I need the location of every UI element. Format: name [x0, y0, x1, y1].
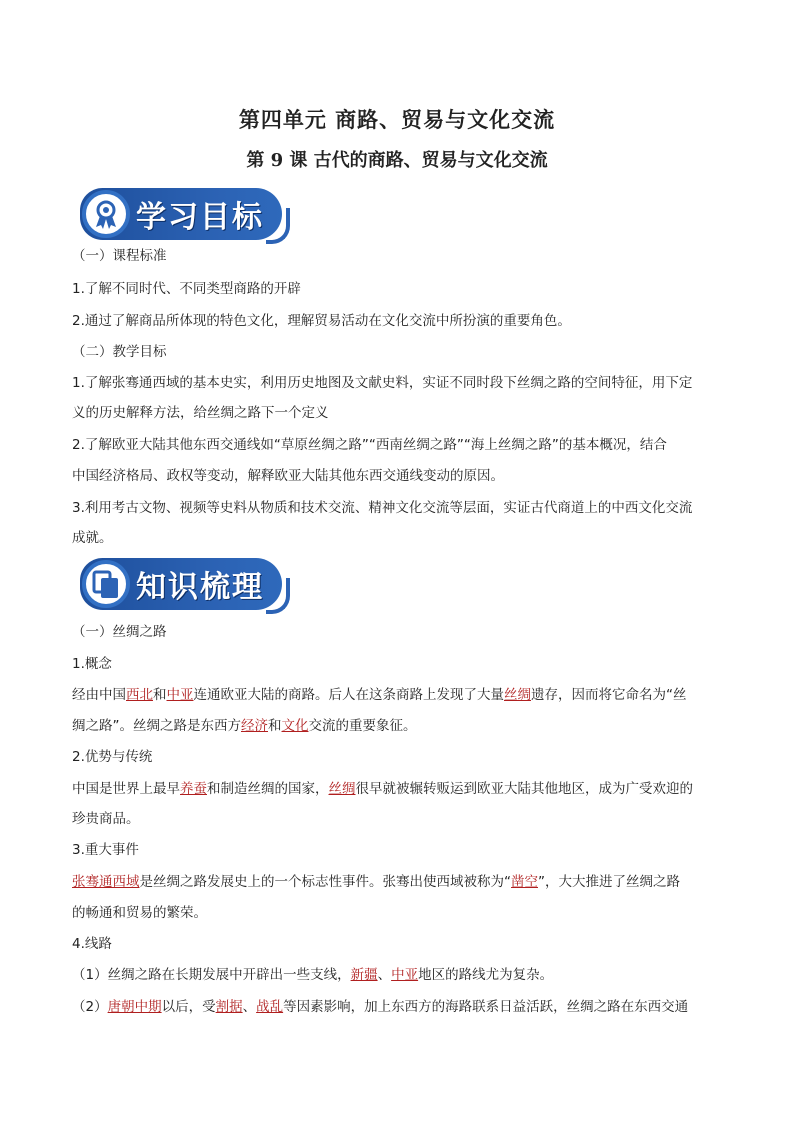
- text: 和制造丝绸的国家，: [207, 781, 329, 797]
- goal-1-line-1: 1.了解张骞通西域的基本史实，利用历史地图及文献史料，实证不同时段下丝绸之路的空间特征，用下定: [72, 375, 693, 391]
- keyword: 割据: [215, 999, 243, 1015]
- goal-2-line-2: 中国经济格局、政权等变动，解释欧亚大陆其他东西交通线变动的原因。: [72, 468, 504, 484]
- banner-curl: [266, 208, 290, 244]
- events-line-1: [72, 872, 724, 892]
- banner-curl: [266, 578, 290, 614]
- keyword: 中亚: [166, 687, 194, 703]
- documents-icon: [82, 560, 130, 608]
- keyword: 养蚕: [180, 781, 207, 797]
- keyword: 战乱: [256, 999, 284, 1015]
- banner-label: 知识梳理: [136, 570, 264, 605]
- text: 连通欧亚大陆的商路。后人在这条商路上发现了大量: [193, 687, 504, 703]
- course-standard-item-1: 1.了解不同时代、不同类型商路的开辟: [72, 281, 301, 297]
- keyword: 唐朝中期: [107, 999, 162, 1015]
- keyword: 经济: [241, 718, 268, 734]
- text: （1）丝绸之路在长期发展中开辟出一些支线，: [72, 967, 351, 983]
- concept-line-1: [72, 685, 724, 705]
- text: 、: [242, 999, 257, 1015]
- course-standard-heading: （一）课程标准: [72, 248, 167, 264]
- award-ribbon-icon: [82, 190, 130, 238]
- knowledge-review-banner: [80, 558, 282, 610]
- text: 、: [377, 967, 392, 983]
- text: 和: [268, 718, 282, 734]
- goal-3-line-2: 成就。: [72, 530, 113, 546]
- text: 经由中国: [72, 687, 126, 703]
- text: 等因素影响，加上东西方的海路联系日益活跃，丝绸之路在东西交通: [283, 999, 689, 1015]
- advantage-heading: 2.优势与传统: [72, 749, 153, 765]
- keyword: 丝绸: [328, 781, 356, 797]
- advantage-line-2: 珍贵商品。: [72, 811, 140, 827]
- events-line-2: 的畅通和贸易的繁荣。: [72, 905, 207, 921]
- advantage-line-1: [72, 779, 724, 799]
- text: 是丝绸之路发展史上的一个标志性事件。张骞出使西域被称为“: [139, 874, 511, 890]
- lesson-title: 第 9 课 古代的商路、贸易与文化交流: [246, 150, 548, 171]
- keyword: 中亚: [391, 967, 419, 983]
- teaching-goal-heading: （二）教学目标: [72, 344, 167, 360]
- text: 绸之路”。丝绸之路是东西方: [72, 718, 241, 734]
- routes-line-2: [72, 997, 724, 1017]
- unit-title: 第四单元 商路、贸易与文化交流: [238, 107, 556, 132]
- concept-heading: 1.概念: [72, 656, 112, 672]
- events-heading: 3.重大事件: [72, 842, 139, 858]
- keyword: 西北: [126, 687, 153, 703]
- keyword: 新疆: [350, 967, 378, 983]
- text: 和: [153, 687, 167, 703]
- text: 地区的路线尤为复杂。: [418, 967, 554, 983]
- text: 很早就被辗转贩运到欧亚大陆其他地区，成为广受欢迎的: [355, 781, 693, 797]
- keyword: 丝绸: [504, 687, 531, 703]
- text: 以后，受: [161, 999, 216, 1015]
- text: 遗存，因而将它命名为“丝: [531, 687, 687, 703]
- goal-2-line-1: 2.了解欧亚大陆其他东西交通线如“草原丝绸之路”“西南丝绸之路”“海上丝绸之路”的基本概况，结合: [72, 437, 667, 453]
- routes-line-1: [72, 965, 724, 985]
- goal-3-line-1: 3.利用考古文物、视频等史料从物质和技术交流、精神文化交流等层面，实证古代商道上的中西文化交流: [72, 500, 693, 516]
- text: ”，大大推进了丝绸之路: [538, 874, 680, 890]
- text: 中国是世界上最早: [72, 781, 180, 797]
- text: 交流的重要象征。: [308, 718, 417, 734]
- concept-line-2: [72, 716, 724, 736]
- keyword: 张骞通西域: [72, 874, 140, 890]
- keyword: 凿空: [511, 874, 538, 890]
- goal-1-line-2: 义的历史解释方法，给丝绸之路下一个定义: [72, 405, 329, 421]
- banner-label: 学习目标: [136, 200, 264, 235]
- text: （2）: [72, 999, 108, 1015]
- routes-heading: 4.线路: [72, 936, 112, 952]
- learning-goals-banner: [80, 188, 282, 240]
- course-standard-item-2: 2.通过了解商品所体现的特色文化，理解贸易活动在文化交流中所扮演的重要角色。: [72, 313, 571, 329]
- keyword: 文化: [281, 718, 309, 734]
- silk-road-heading: （一）丝绸之路: [72, 624, 167, 640]
